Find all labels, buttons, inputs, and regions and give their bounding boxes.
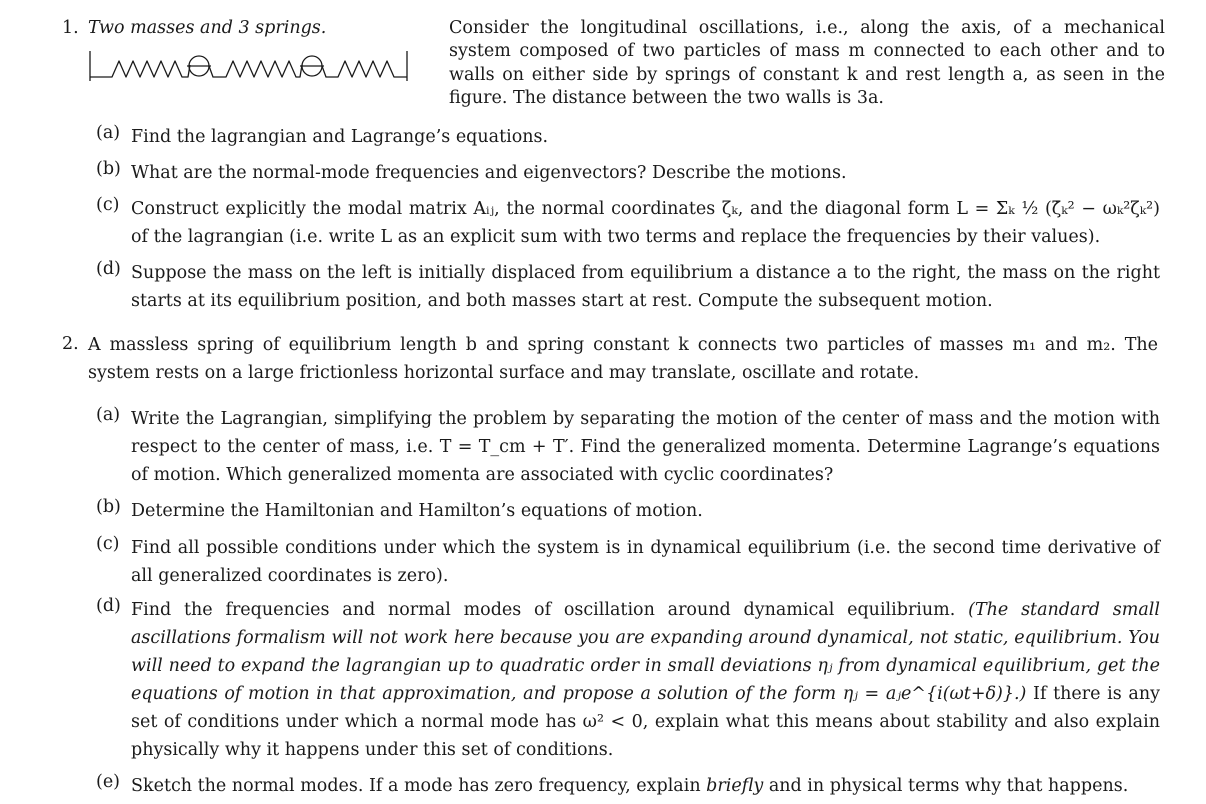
part-label: (b) (96, 159, 121, 179)
problem-1-number: 1. (62, 18, 79, 38)
part-text: Find the lagrangian and Lagrange’s equations. (131, 127, 549, 147)
problem-2-part-c (96, 534, 1160, 590)
problem-1-part-b (96, 159, 1160, 187)
problem-1-description: Consider the longitudinal oscillations, i.e., along the axis, of a mechanical system composed of two particles of mass m connected to each other and to walls on either side by springs of constant k and rest length a, as seen in the figure. The distance between the two walls is 3a. (449, 18, 1165, 109)
problem-2-part-e (96, 772, 1160, 800)
problem-2-part-a (96, 405, 1160, 489)
problem-2-part-d (96, 596, 1160, 764)
spring-mass-figure (88, 45, 410, 90)
part-text-tail: If there is any set of conditions under which a normal mode has ω² < 0, explain what this means about stability and also explain physically why it happens under this set of conditions. (131, 684, 1160, 760)
problem-1-part-d (96, 259, 1160, 315)
part-label: (a) (96, 405, 121, 425)
problem-1-title: Two masses and 3 springs. (88, 18, 327, 38)
part-text: Suppose the mass on the left is initially displaced from equilibrium a distance a to the right, the mass on the right starts at its equilibrium position, and both masses start at rest. Compute the subsequent motion. (131, 263, 1160, 311)
part-text: Construct explicitly the modal matrix Aᵢⱼ, the normal coordinates ζₖ, and the diagonal form L = Σₖ ½ (ζ̇ₖ² − ωₖ²ζₖ²) of the lagrangian (i.e. write L as an explicit sum with two terms and replace the frequencies by their values). (131, 199, 1160, 247)
part-label: (b) (96, 497, 121, 517)
right-spring (322, 61, 407, 77)
middle-spring (209, 61, 302, 77)
part-text-italic: briefly (706, 776, 764, 796)
part-text: Determine the Hamiltonian and Hamilton’s equations of motion. (131, 501, 703, 521)
problem-1-part-c (96, 195, 1160, 251)
problem-2-part-b (96, 497, 1160, 525)
part-text (131, 596, 1160, 764)
part-text-main: Find the frequencies and normal modes of oscillation around dynamical equilibrium. (131, 600, 969, 620)
left-spring (90, 61, 190, 77)
part-label: (a) (96, 123, 121, 143)
problem-1-part-a (96, 123, 1160, 151)
problem-2-number: 2. (62, 334, 79, 354)
part-text-main: Sketch the normal modes. If a mode has zero frequency, explain (131, 776, 707, 796)
part-label: (e) (96, 772, 121, 792)
part-text-italic: (The standard small ascillations formalism will not work here because you are expanding around dynamical, not static, equilibrium. You will need to expand the lagrangian up to quadratic order in small deviations ηⱼ from dynamical equilibrium, get the equations of motion in that approximation, and propose a solution of the form ηⱼ = aⱼe^{i(ωt+δ)}.) (131, 600, 1160, 704)
part-label: (c) (96, 534, 120, 554)
problem-2-stem: A massless spring of equilibrium length b and spring constant k connects two particles of masses m₁ and m₂. The system rests on a large frictionless horizontal surface and may translate, oscillate and rotate. (88, 335, 1158, 383)
part-label: (d) (96, 596, 121, 616)
part-text: Write the Lagrangian, simplifying the problem by separating the motion of the center of mass and the motion with respect to the center of mass, i.e. T = T_cm + T′. Find the generalized momenta. Determine Lagrange’s equations of motion. Which generalized momenta are associated with cyclic coordinates? (131, 409, 1160, 485)
part-text (131, 772, 1160, 800)
part-text: Find all possible conditions under which the system is in dynamical equilibrium (i.e. the second time derivative of all generalized coordinates is zero). (131, 538, 1160, 586)
part-label: (c) (96, 195, 120, 215)
part-text: What are the normal-mode frequencies and eigenvectors? Describe the motions. (131, 163, 847, 183)
part-text-tail: and in physical terms why that happens. (763, 776, 1129, 796)
part-label: (d) (96, 259, 121, 279)
